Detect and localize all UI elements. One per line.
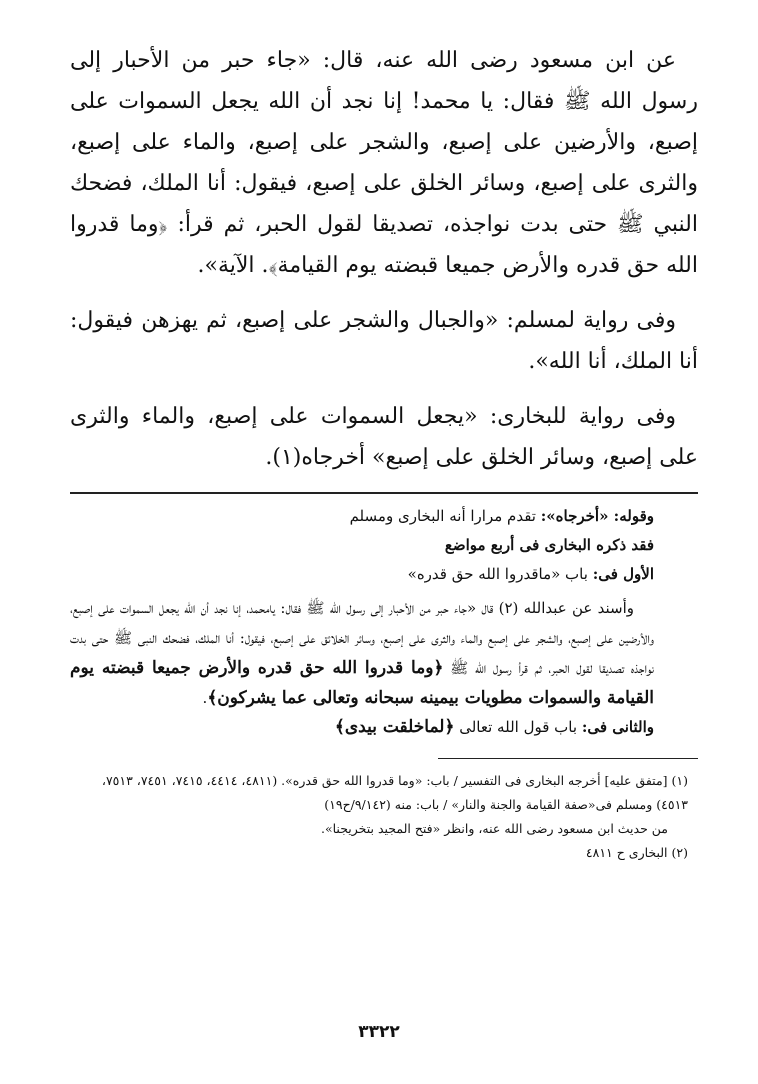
footnotes-section (70, 769, 698, 865)
commentary-text: باب «ماقدروا الله حق قدره» (407, 565, 588, 583)
quran-verse: ﴿لماخلقت بيدى﴾ (334, 717, 455, 737)
main-paragraph-bukhari-narration: وفى رواية للبخارى: «يجعل السموات على إصبع، والماء والثرى على إصبع، وسائر الخلق على إصبع» أخرجاه(١). (70, 404, 698, 470)
commentary-line-second (70, 713, 654, 742)
main-paragraph-muslim-narration: وفى رواية لمسلم: «والجبال والشجر على إصبع، ثم يهزهن فيقول: أنا الملك، أنا الله». (70, 308, 698, 374)
footnote-1-continued: من حديث ابن مسعود رضى الله عنه، وانظر «فتح المجيد بتخريجنا». (321, 821, 668, 836)
commentary-label: الأول فى: (592, 565, 654, 583)
commentary-line-first (70, 560, 654, 589)
main-paragraph-hadith: عن ابن مسعود رضى الله عنه، قال: «جاء حبر من الأحبار إلى رسول الله ﷺ فقال: يا محمد! إنا نجد أن الله يجعل السموات على إصبع، والأرضين على إصبع، والشجر على إصبع، والماء على إصبع، والثرى على إصبع، وسائر الخلق على إصبع، فيقول: أنا الملك، فضحك النبي ﷺ حتى بدت نواجذه، تصديقا لقول الحبر، ثم قرأ: ﴿وما قدروا الله حق قدره والأرض جميعا قبضته يوم القيامة﴾. الآية». (70, 48, 698, 278)
footnote-2: (٢) البخارى ح ٤٨١١ (585, 845, 688, 860)
page-content (70, 40, 698, 865)
commentary-section (70, 502, 698, 742)
footnote-1: (١) [متفق عليه] أخرجه البخارى فى التفسير / باب: «وما قدروا الله حق قدره». (٤٨١١، ٤٤١٤، ٧٤١٥، ٧٤٥١، ٧٥١٣، ٤٥١٣) ومسلم فى«صفة القيامة والجنة والنار» / باب: منه (٩/١٤٢/ح١٩) (101, 773, 688, 812)
commentary-paragraph-end: . (202, 689, 208, 707)
commentary-label: وقوله: «أخرجاه»: (540, 507, 654, 525)
commentary-paragraph-text: وأسند عن عبدالله (٢) قال «جاء حبر من الأحبار إلى رسول الله ﷺ فقال: يامحمد، إنا نجد أن الله يجعل السموات على إصبع، والأرضين على إصبع، والشجر على إصبع والماء والثرى على إصبع، وسائر الخلائق على إصبع، فيقول: أنا الملك، فضحك النبى ﷺ حتى بدت نواجذه تصديقا لقول الحبر، ثم قرأ رسول الله ﷺ (70, 599, 654, 677)
commentary-paragraph (70, 593, 654, 713)
commentary-text: باب قول الله تعالى (459, 718, 578, 736)
main-divider (70, 492, 698, 494)
quran-verse: ﴿وما قدروا الله حق قدره والأرض جميعا قبضته يوم القيامة والسموات مطويات بيمينه سبحانه وتعالى عما يشركون﴾ (70, 658, 654, 708)
commentary-line-akhrajah (70, 502, 654, 531)
commentary-text: تقدم مرارا أنه البخارى ومسلم (349, 507, 536, 525)
commentary-label: والثانى فى: (581, 718, 654, 736)
commentary-heading: فقد ذكره البخارى فى أربع مواضع (444, 536, 654, 554)
page-number: ٣٣٢٢ (358, 1022, 400, 1042)
footnote-divider (438, 758, 698, 759)
